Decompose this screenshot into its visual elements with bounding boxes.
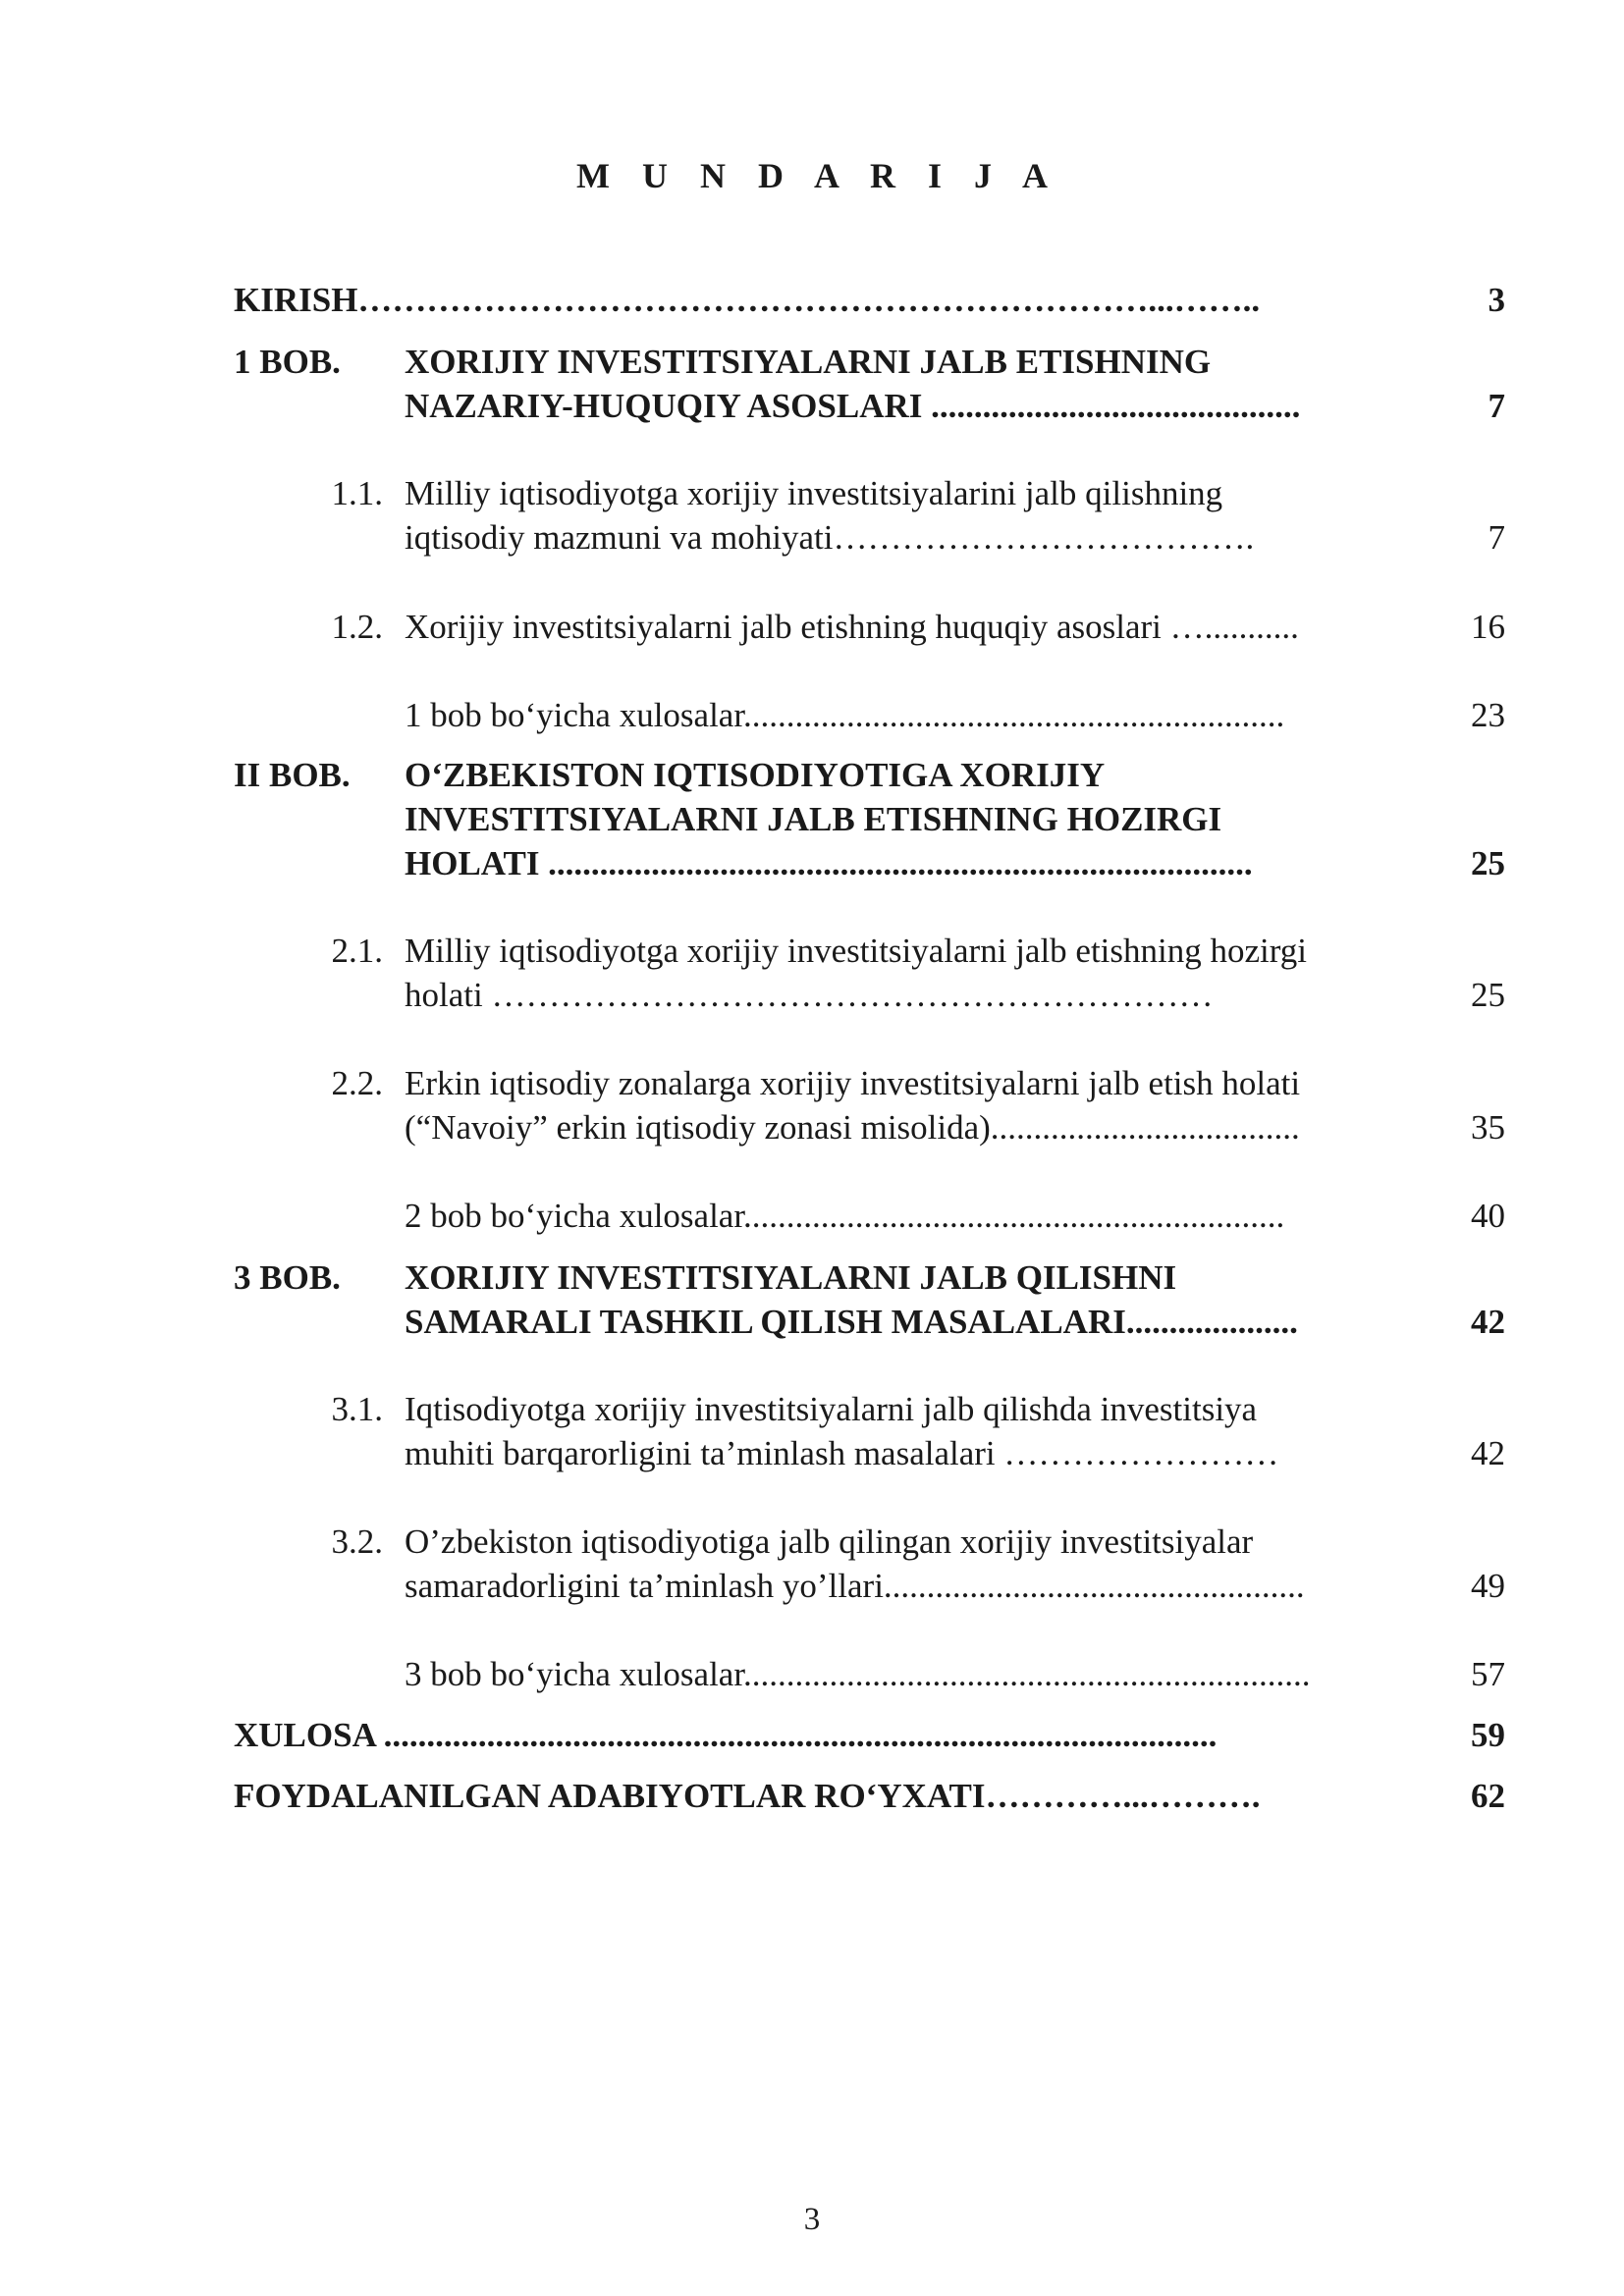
toc-page-number: 49 <box>1471 1567 1505 1605</box>
section-number: 1.2. <box>331 608 383 646</box>
section-number: 1.1. <box>331 474 383 512</box>
section-number: 2.1. <box>331 932 383 970</box>
toc-entry-label: FOYDALANILGAN ADABIYOTLAR RO‘YXATI…………...………. <box>234 1777 1261 1815</box>
toc-entry-label: Milliy iqtisodiyotga xorijiy investitsiyalarini jalb qilishning iqtisodiy mazmuni va mohiyati………………………………. <box>405 474 1255 557</box>
toc-page-number: 40 <box>1471 1197 1505 1235</box>
toc-page-number: 25 <box>1471 844 1505 882</box>
toc-page-number: 3 <box>1488 281 1505 319</box>
toc-entry-label: 2 bob bo‘yicha xulosalar............................................................... <box>405 1197 1285 1235</box>
section-number: 3.2. <box>331 1522 383 1561</box>
toc-page-number: 62 <box>1471 1777 1505 1815</box>
toc-page-number: 7 <box>1488 518 1505 557</box>
toc-page-number: 42 <box>1471 1303 1505 1341</box>
toc-page-number: 25 <box>1471 976 1505 1014</box>
toc-page-number: 7 <box>1488 387 1505 425</box>
page-title: M U N D A R I J A <box>575 156 1060 195</box>
toc-entry-label: O‘ZBEKISTON IQTISODIYOTIGA XORIJIY INVESTITSIYALARNI JALB ETISHNING HOZIRGI HOLATI .................................................................................. <box>405 756 1253 882</box>
toc-entry-label: O’zbekiston iqtisodiyotiga jalb qilingan xorijiy investitsiyalar samaradorligini ta’minlash yo’llari................................................. <box>405 1522 1305 1605</box>
toc-entry-label: XORIJIY INVESTITSIYALARNI JALB ETISHNING NAZARIY-HUQUQIY ASOSLARI ........................................... <box>405 343 1301 425</box>
toc-page-number: 59 <box>1471 1716 1505 1754</box>
toc-entry-label: Erkin iqtisodiy zonalarga xorijiy investitsiyalarni jalb etish holati (“Navoiy” erkin iqtisodiy zonasi misolida).................................... <box>405 1064 1301 1147</box>
toc-entry-label: XULOSA ................................................................................................. <box>234 1716 1218 1754</box>
section-number: 2.2. <box>331 1064 383 1102</box>
toc-entry-label: 3 bob bo‘yicha xulosalar.................................................................. <box>405 1655 1311 1693</box>
toc-entry-label: KIRISH……………………………………………………………...…….. <box>234 281 1261 319</box>
page-number-footer: 3 <box>803 2202 821 2237</box>
toc-entry-label: 1 bob bo‘yicha xulosalar............................................................... <box>405 696 1285 734</box>
toc-page-number: 23 <box>1471 696 1505 734</box>
toc-entry-label: Milliy iqtisodiyotga xorijiy investitsiyalarni jalb etishning hozirgi holati ……………………………………………………… <box>405 932 1308 1014</box>
toc-entry-label: Xorijiy investitsiyalarni jalb etishning huquqiy asoslari …........... <box>405 608 1299 646</box>
chapter-number: 3 BOB. <box>234 1258 341 1297</box>
toc-page-number: 35 <box>1471 1108 1505 1147</box>
toc-page-number: 42 <box>1471 1434 1505 1472</box>
toc-entry-label: Iqtisodiyotga xorijiy investitsiyalarni jalb qilishda investitsiya muhiti barqarorligini ta’minlash masalalari …………………… <box>405 1390 1279 1472</box>
section-number: 3.1. <box>331 1390 383 1428</box>
toc-page-number: 57 <box>1471 1655 1505 1693</box>
toc-page-number: 16 <box>1471 608 1505 646</box>
chapter-number: II BOB. <box>234 756 351 794</box>
chapter-number: 1 BOB. <box>234 343 341 381</box>
toc-entry-label: XORIJIY INVESTITSIYALARNI JALB QILISHNI SAMARALI TASHKIL QILISH MASALALARI.................... <box>405 1258 1298 1341</box>
